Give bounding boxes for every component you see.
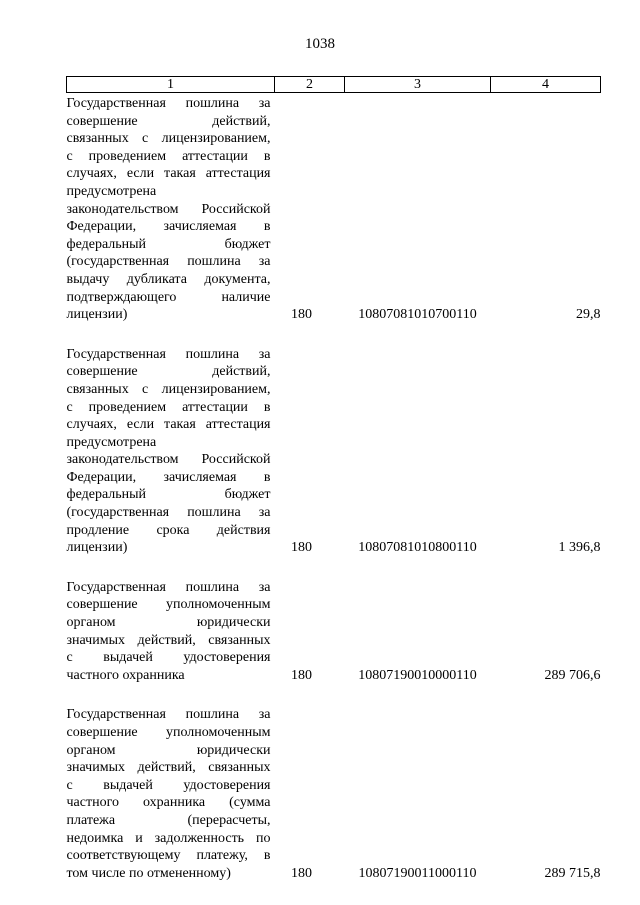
column-header-1: 1 — [67, 77, 275, 93]
description-line: Государственная пошлина за — [66, 346, 271, 362]
description-line: с проведением аттестации в — [66, 148, 271, 164]
row-admin-code: 180 — [291, 307, 312, 323]
description-line: подтверждающего наличие — [66, 289, 271, 305]
description-line: федеральный бюджет — [66, 487, 271, 503]
column-header-2: 2 — [275, 77, 345, 93]
description-line: выдачу дубликата документа, — [66, 271, 271, 287]
column-header-3: 3 — [345, 77, 491, 93]
column-header-4: 4 — [491, 77, 601, 93]
row-amount: 289 706,6 — [544, 667, 601, 683]
header-row — [67, 77, 601, 93]
description-line: совершение действий, — [66, 364, 271, 380]
table-row — [67, 344, 601, 561]
description-line: значимых действий, связанных — [66, 760, 271, 776]
row-description — [67, 577, 275, 689]
row-budget-code: 10807190011000110 — [358, 865, 477, 881]
description-line: (государственная пошлина за — [66, 505, 271, 521]
description-line: связанных с лицензированием, — [66, 131, 271, 147]
row-budget-code: 10807081010700110 — [358, 307, 477, 323]
description-line: недоимка и задолженность по — [66, 830, 271, 846]
description-line: случаях, если такая аттестация — [66, 417, 271, 433]
row-amount: 1 396,8 — [558, 540, 601, 556]
row-spacer — [67, 328, 601, 344]
description-line: с проведением аттестации в — [66, 399, 271, 415]
description-line: Государственная пошлина за — [66, 96, 271, 111]
description-line: органом юридически — [66, 615, 271, 631]
table-row — [67, 704, 601, 886]
row-description — [67, 344, 275, 561]
description-line: органом юридически — [66, 742, 271, 758]
description-line: федеральный бюджет — [66, 236, 271, 252]
table-header — [67, 77, 601, 93]
description-line: лицензии) — [66, 540, 128, 556]
row-spacer — [67, 688, 601, 704]
description-line: предусмотрена — [66, 183, 157, 199]
description-line: законодательством Российской — [66, 201, 271, 217]
row-budget-code: 10807081010800110 — [358, 540, 477, 556]
description-line: Федерации, зачисляемая в — [66, 219, 271, 235]
description-line: значимых действий, связанных — [66, 632, 271, 648]
description-line: совершение действий, — [66, 113, 271, 129]
page-number: 1038 — [305, 36, 335, 52]
row-admin-code: 180 — [291, 865, 312, 881]
description-line: связанных с лицензированием, — [66, 381, 271, 397]
description-line: лицензии) — [66, 307, 128, 323]
description-line: соответствующему платежу, в — [66, 848, 271, 864]
description-line: предусмотрена — [66, 434, 157, 450]
description-line: (государственная пошлина за — [66, 254, 271, 270]
row-spacer — [67, 561, 601, 577]
description-line: совершение уполномоченным — [66, 725, 271, 740]
description-line: Государственная пошлина за — [66, 579, 271, 595]
description-line: случаях, если такая аттестация — [66, 166, 271, 182]
description-line: с выдачей удостоверения — [66, 777, 271, 793]
description-line: частного охранника — [66, 667, 185, 683]
row-amount: 289 715,8 — [544, 865, 601, 881]
description-line: продление срока действия — [66, 522, 271, 538]
row-description — [67, 704, 275, 886]
description-line: Государственная пошлина за — [66, 707, 271, 723]
description-line: частного охранника (сумма — [66, 795, 271, 811]
description-line: законодательством Российской — [66, 452, 271, 468]
table-row — [67, 93, 601, 328]
row-admin-code: 180 — [291, 540, 312, 556]
description-line: с выдачей удостоверения — [66, 650, 271, 666]
row-description — [67, 93, 275, 328]
budget-table — [66, 76, 601, 886]
description-line: совершение уполномоченным — [66, 597, 271, 613]
row-amount: 29,8 — [576, 307, 601, 323]
description-line: Федерации, зачисляемая в — [66, 469, 271, 485]
row-budget-code: 10807190010000110 — [358, 667, 477, 683]
description-line: том числе по отмененному) — [66, 865, 231, 881]
row-admin-code: 180 — [291, 667, 312, 683]
description-line: платежа (перерасчеты, — [66, 812, 271, 828]
table-row — [67, 577, 601, 689]
